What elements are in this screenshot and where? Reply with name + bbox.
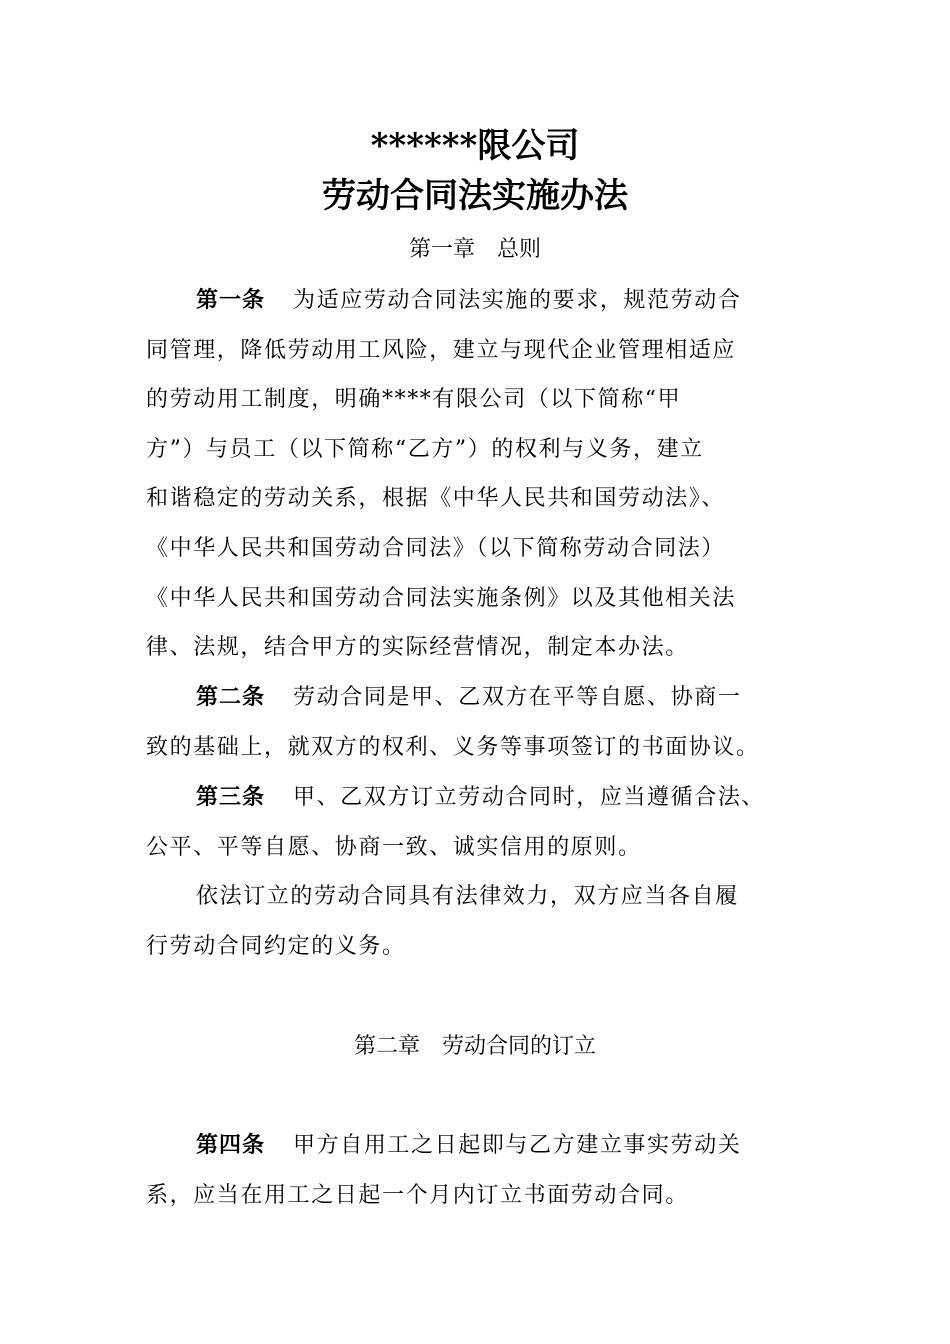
article-1-line-3: 的劳动用工制度，明确****有限公司（以下简称“甲 bbox=[146, 387, 682, 412]
main-title: 劳动合同法实施办法 bbox=[322, 176, 628, 216]
paragraph-line-2: 行劳动合同约定的义务。 bbox=[146, 934, 406, 959]
article-3-text: 甲、乙双方订立劳动合同时，应当遵循合法、 bbox=[293, 785, 766, 810]
article-4-line-2: 系，应当在用工之日起一个月内订立书面劳动合同。 bbox=[146, 1183, 689, 1208]
article-3-line-1 bbox=[196, 782, 876, 814]
article-1-text: 为适应劳动合同法实施的要求，规范劳动合 bbox=[293, 288, 742, 313]
article-3-label: 第三条 bbox=[196, 785, 266, 810]
article-4-line-1 bbox=[196, 1130, 876, 1162]
article-2-label: 第二条 bbox=[196, 685, 266, 710]
company-title: ******限公司 bbox=[370, 126, 580, 166]
article-2-line-2: 致的基础上，就双方的权利、义务等事项签订的书面协议。 bbox=[146, 735, 760, 760]
article-4-text: 甲方自用工之日起即与乙方建立事实劳动关 bbox=[293, 1133, 742, 1158]
article-1-line-1 bbox=[196, 285, 876, 317]
article-2-line-1 bbox=[196, 682, 876, 714]
article-1-line-7: 《中华人民共和国劳动合同法实施条例》以及其他相关法 bbox=[146, 586, 737, 611]
article-1-line-5: 和谐稳定的劳动关系，根据《中华人民共和国劳动法》、 bbox=[146, 486, 726, 511]
paragraph-line-1: 依法订立的劳动合同具有法律效力，双方应当各自履 bbox=[196, 884, 739, 909]
article-1-line-8: 律、法规，结合甲方的实际经营情况，制定本办法。 bbox=[146, 635, 689, 660]
article-1-line-2: 同管理，降低劳动用工风险，建立与现代企业管理相适应 bbox=[146, 338, 737, 363]
article-2-text: 劳动合同是甲、乙双方在平等自愿、协商一 bbox=[293, 685, 742, 710]
article-1-line-4: 方”）与员工（以下简称“乙方”）的权利与义务，建立 bbox=[146, 437, 704, 462]
article-3-line-2: 公平、平等自愿、协商一致、诚实信用的原则。 bbox=[146, 835, 642, 860]
article-4-label: 第四条 bbox=[196, 1133, 266, 1158]
chapter-heading-1: 第一章 总则 bbox=[408, 237, 541, 262]
chapter-heading-2: 第二章 劳动合同的订立 bbox=[353, 1034, 596, 1059]
article-1-line-6: 《中华人民共和国劳动合同法》（以下简称劳动合同法） bbox=[146, 536, 726, 561]
article-1-label: 第一条 bbox=[196, 288, 266, 313]
